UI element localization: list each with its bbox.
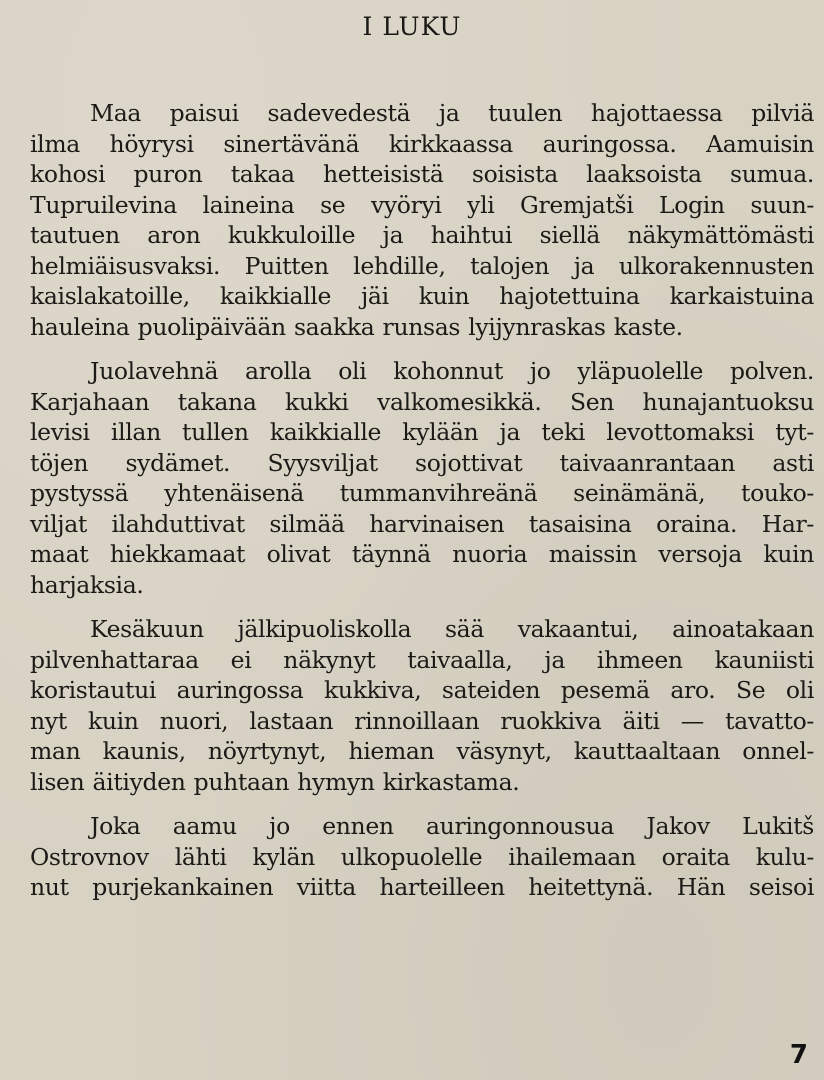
text-line: Tupruilevina laineina se vyöryi yli Gremjatši Login suun- (30, 190, 814, 219)
chapter-title: I LUKU (362, 12, 462, 41)
text-line: Ostrovnov lähti kylän ulkopuolelle ihailemaan oraita kulu- (30, 842, 814, 871)
body-text (30, 98, 814, 903)
text-line: kohosi puron takaa hetteisistä soisista laaksoista sumua. (30, 160, 814, 188)
paragraph-4 (30, 811, 814, 903)
text-line: harjaksia. (30, 570, 144, 599)
text-line: tautuen aron kukkuloille ja haihtui siellä näkymättömästi (30, 221, 814, 249)
text-line: nut purjekankainen viitta harteilleen heitettynä. Hän seisoi (30, 873, 814, 901)
text-line: koristautui auringossa kukkiva, sateiden pesemä aro. Se oli (30, 676, 814, 704)
text-line: helmiäisusvaksi. Puitten lehdille, talojen ja ulkorakennusten (30, 251, 814, 280)
text-line: pystyssä yhtenäisenä tummanvihreänä seinämänä, touko- (30, 479, 814, 507)
text-line: töjen sydämet. Syysviljat sojottivat taivaanrantaan asti (30, 448, 814, 477)
text-line: Kesäkuun jälkipuoliskolla sää vakaantui, ainoatakaan (90, 615, 814, 643)
text-line: ilma höyrysi sinertävänä kirkkaassa auringossa. Aamuisin (30, 129, 814, 158)
text-line: man kaunis, nöyrtynyt, hieman väsynyt, kauttaaltaan onnel- (30, 737, 814, 765)
text-line: Joka aamu jo ennen auringonnousua Jakov Lukitš (90, 812, 814, 840)
text-line: pilvenhattaraa ei näkynyt taivaalla, ja ihmeen kauniisti (30, 645, 814, 674)
text-line: Maa paisui sadevedestä ja tuulen hajottaessa pilviä (90, 99, 814, 127)
text-line: hauleina puolipäivään saakka runsas lyijynraskas kaste. (30, 312, 683, 341)
text-line: viljat ilahduttivat silmää harvinaisen tasaisina oraina. Har- (30, 509, 814, 538)
paragraph-3 (30, 614, 814, 797)
text-line: levisi illan tullen kaikkialle kylään ja teki levottomaksi tyt- (30, 418, 814, 446)
page-number: 7 (789, 1040, 808, 1070)
paragraph-2 (30, 356, 814, 600)
text-line: Karjahaan takana kukki valkomesikkä. Sen hunajantuoksu (30, 387, 814, 416)
text-line: Juolavehnä arolla oli kohonnut jo yläpuolelle polven. (90, 357, 814, 385)
text-line: nyt kuin nuori, lastaan rinnoillaan ruokkiva äiti — tavatto- (30, 706, 814, 735)
text-line: maat hiekkamaat olivat täynnä nuoria maissin versoja kuin (30, 540, 814, 568)
text-line: lisen äitiyden puhtaan hymyn kirkastama. (30, 767, 520, 796)
paragraph-1 (30, 98, 814, 342)
text-line: kaislakatoille, kaikkialle jäi kuin hajotettuina karkaistuina (30, 282, 814, 310)
